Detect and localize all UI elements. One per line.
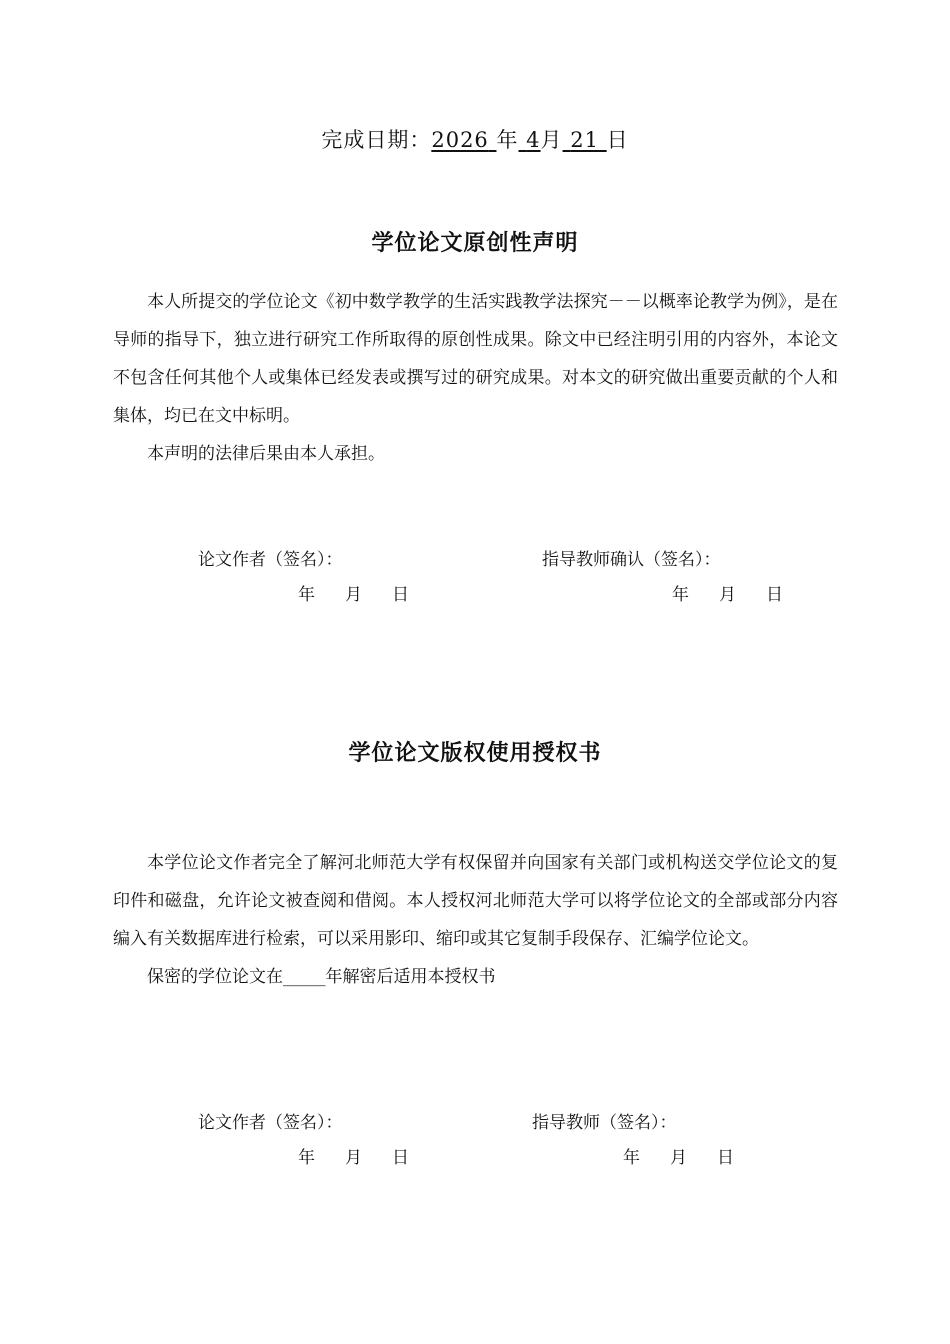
date-month: 月 bbox=[345, 585, 362, 605]
date-year: 年 bbox=[298, 585, 315, 605]
date-year: 年 bbox=[623, 1148, 640, 1168]
completion-day-unit: 日 bbox=[606, 128, 629, 152]
originality-paragraph-1: 本人所提交的学位论文《初中数学教学的生活实践教学法探究－－以概率论教学为例》，是在导师的指导下，独立进行研究工作所取得的原创性成果。除文中已经注明引用的内容外，本论文不包含任何其他个人或集体已经发表或撰写过的研究成果。对本文的研究做出重要贡献的个人和集体，均已在文中标明。 bbox=[113, 292, 838, 426]
copyright-title: 学位论文版权使用授权书 bbox=[348, 741, 602, 766]
originality-advisor-date bbox=[672, 580, 813, 605]
originality-advisor-signature: 指导教师确认（签名）： bbox=[542, 550, 721, 570]
date-month: 月 bbox=[345, 1148, 362, 1168]
completion-year: 2026 bbox=[431, 128, 489, 152]
originality-paragraph-2: 本声明的法律后果由本人承担。 bbox=[147, 444, 385, 464]
originality-body bbox=[113, 283, 838, 473]
completion-date bbox=[0, 124, 950, 154]
copyright-paragraph-2: 保密的学位论文在_____年解密后适用本授权书 bbox=[147, 967, 496, 987]
date-day: 日 bbox=[392, 1148, 409, 1168]
date-year: 年 bbox=[672, 585, 689, 605]
copyright-body bbox=[113, 844, 838, 996]
date-month: 月 bbox=[719, 585, 736, 605]
originality-author-date bbox=[298, 580, 439, 605]
copyright-advisor-signature: 指导教师（签名）： bbox=[532, 1113, 677, 1133]
date-day: 日 bbox=[717, 1148, 734, 1168]
completion-label: 完成日期： bbox=[321, 128, 432, 152]
completion-month-unit: 月 bbox=[540, 128, 563, 152]
date-month: 月 bbox=[670, 1148, 687, 1168]
completion-day: 21 bbox=[570, 128, 599, 152]
copyright-author-signature: 论文作者（签名）： bbox=[198, 1113, 343, 1133]
originality-title: 学位论文原创性声明 bbox=[371, 231, 579, 256]
date-day: 日 bbox=[392, 585, 409, 605]
completion-month: 4 bbox=[526, 128, 541, 152]
completion-year-unit: 年 bbox=[496, 128, 519, 152]
date-year: 年 bbox=[298, 1148, 315, 1168]
copyright-advisor-date bbox=[623, 1143, 764, 1168]
copyright-paragraph-1: 本学位论文作者完全了解河北师范大学有权保留并向国家有关部门或机构送交学位论文的复印件和磁盘，允许论文被查阅和借阅。本人授权河北师范大学可以将学位论文的全部或部分内容编入有关数据库进行检索，可以采用影印、缩印或其它复制手段保存、汇编学位论文。 bbox=[113, 853, 838, 949]
date-day: 日 bbox=[766, 585, 783, 605]
originality-author-signature: 论文作者（签名）： bbox=[198, 550, 343, 570]
copyright-author-date bbox=[298, 1143, 439, 1168]
